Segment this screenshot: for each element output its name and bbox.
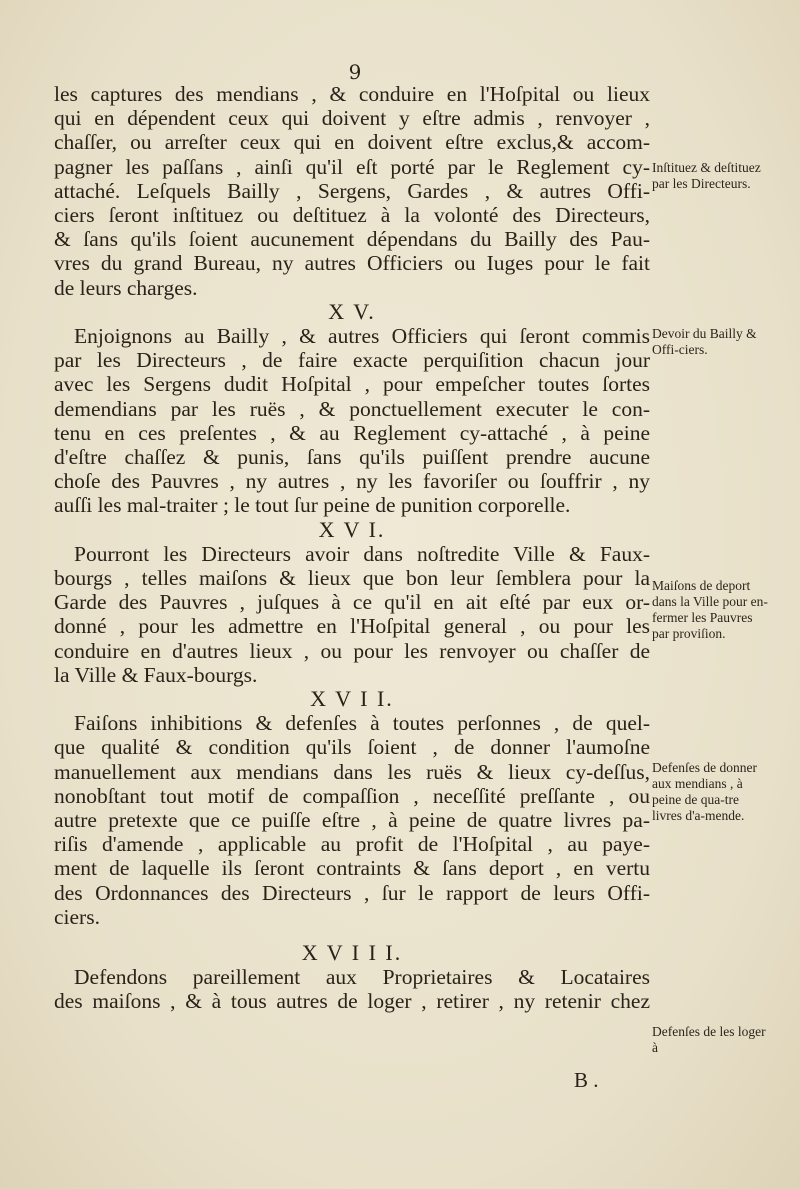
paragraph-intro <box>54 82 650 300</box>
page-number: 9 <box>348 60 362 84</box>
text-line: ment de laquelle ils ſeront contraints & ſans deport , en vertu <box>54 856 650 881</box>
text-line: bourgs , telles maiſons & lieux que bon leur ſemblera pour la <box>54 566 650 591</box>
text-line: Pourront les Directeurs avoir dans noſtredite Ville & Faux- <box>74 541 650 566</box>
margin-note-defenses-loger: Defenſes de les loger à <box>652 1024 766 1055</box>
text-line: riſis d'amende , applicable au profit de l'Hoſpital , au paye- <box>54 832 650 857</box>
text-line: choſe des Pauvres , ny autres , ny les favoriſer ou ſouffrir , ny <box>54 469 650 494</box>
text-line: ciers ſeront inſtituez ou deſtituez à la volonté des Directeurs, <box>54 203 650 228</box>
paragraph-xviii <box>54 965 650 1013</box>
text-line: tenu en ces preſentes , & au Reglement cy-attaché , à peine <box>54 420 650 445</box>
text-line: de leurs charges. <box>54 275 198 300</box>
article-heading-xv: X V. <box>328 298 376 324</box>
article-heading-xviii: X V I I I. <box>301 940 403 966</box>
text-line: vres du grand Bureau, ny autres Officiers ou Iuges pour le fait <box>54 251 650 276</box>
margin-note-defenses-donner: Defenſes de donner aux mendians , à peine de qua-tre livres d'a-mende. <box>652 760 757 823</box>
margin-note-instituez: Inſtituez & deſtituez par les Directeurs. <box>652 160 761 191</box>
paragraph-xvii <box>54 711 650 929</box>
text-line: Enjoignons au Bailly , & autres Officiers qui ſeront commis <box>74 324 650 349</box>
text-line: nonobſtant tout motif de compaſſion , neceſſité preſſante , ou <box>54 783 650 808</box>
text-line: donné , pour les admettre en l'Hoſpital general , ou pour les <box>54 614 650 639</box>
text-line: chaſſer, ou arreſter ceux qui en doivent eſtre exclus,& accom- <box>54 130 650 155</box>
text-line: attaché. Leſquels Bailly , Sergens, Gardes , & autres Offi- <box>54 178 650 203</box>
text-line: demendians par les ruës , & ponctuellement executer le con- <box>54 396 650 421</box>
paragraph-xv <box>54 324 650 518</box>
text-line: par les Directeurs , de faire exacte perquiſition chacun jour <box>54 348 650 373</box>
paragraph-xvi <box>54 542 650 687</box>
article-heading-xvi: X V I. <box>318 516 386 542</box>
text-line: conduire en d'autres lieux , ou pour les renvoyer ou chaſſer de <box>54 638 650 663</box>
text-line: d'eſtre chaſſez & punis, ſans qu'ils puiſſent prendre aucune <box>54 445 650 470</box>
text-line: avec les Sergens dudit Hoſpital , pour empeſcher toutes ſortes <box>54 372 650 397</box>
text-line: la Ville & Faux-bourgs. <box>54 662 258 687</box>
text-line: Faiſons inhibitions & defenſes à toutes perſonnes , de quel- <box>74 711 650 736</box>
text-line: les captures des mendians , & conduire en l'Hoſpital ou lieux <box>54 82 650 106</box>
text-line: qui en dépendent ceux qui doivent y eſtre admis , renvoyer , <box>54 106 650 131</box>
margin-note-devoir: Devoir du Bailly & Offi-ciers. <box>652 326 757 357</box>
text-line: ciers. <box>54 904 100 929</box>
catchword: B . <box>574 1068 599 1092</box>
text-line: Garde des Pauvres , juſques à ce qu'il en ait eſté par eux or- <box>54 590 650 615</box>
text-line: Defendons pareillement aux Proprietaires & Locataires <box>74 965 650 990</box>
text-line: & ſans qu'ils ſoient aucunement dépendans du Bailly des Pau- <box>54 227 650 252</box>
text-line: autre pretexte que ce puiſſe eſtre , à peine de quatre livres pa- <box>54 808 650 833</box>
text-line: que qualité & condition qu'ils ſoient , de donner l'aumoſne <box>54 735 650 760</box>
text-line: des maiſons , & à tous autres de loger , retirer , ny retenir chez <box>54 989 650 1014</box>
text-line: auſſi les mal-traiter ; le tout ſur peine de punition corporelle. <box>54 493 571 518</box>
main-text <box>54 82 650 1014</box>
margin-note-maisons: Maiſons de deport dans la Ville pour en-fermer les Pauvres par proviſion. <box>652 578 768 641</box>
article-heading-xvii: X V I I. <box>310 686 394 712</box>
text-line: manuellement aux mendians dans les ruës & lieux cy-deſſus, <box>54 759 650 784</box>
text-line: pagner les paſſans , ainſi qu'il eſt porté par le Reglement cy- <box>54 154 650 179</box>
text-line: des Ordonnances des Directeurs , ſur le rapport de leurs Offi- <box>54 880 650 905</box>
